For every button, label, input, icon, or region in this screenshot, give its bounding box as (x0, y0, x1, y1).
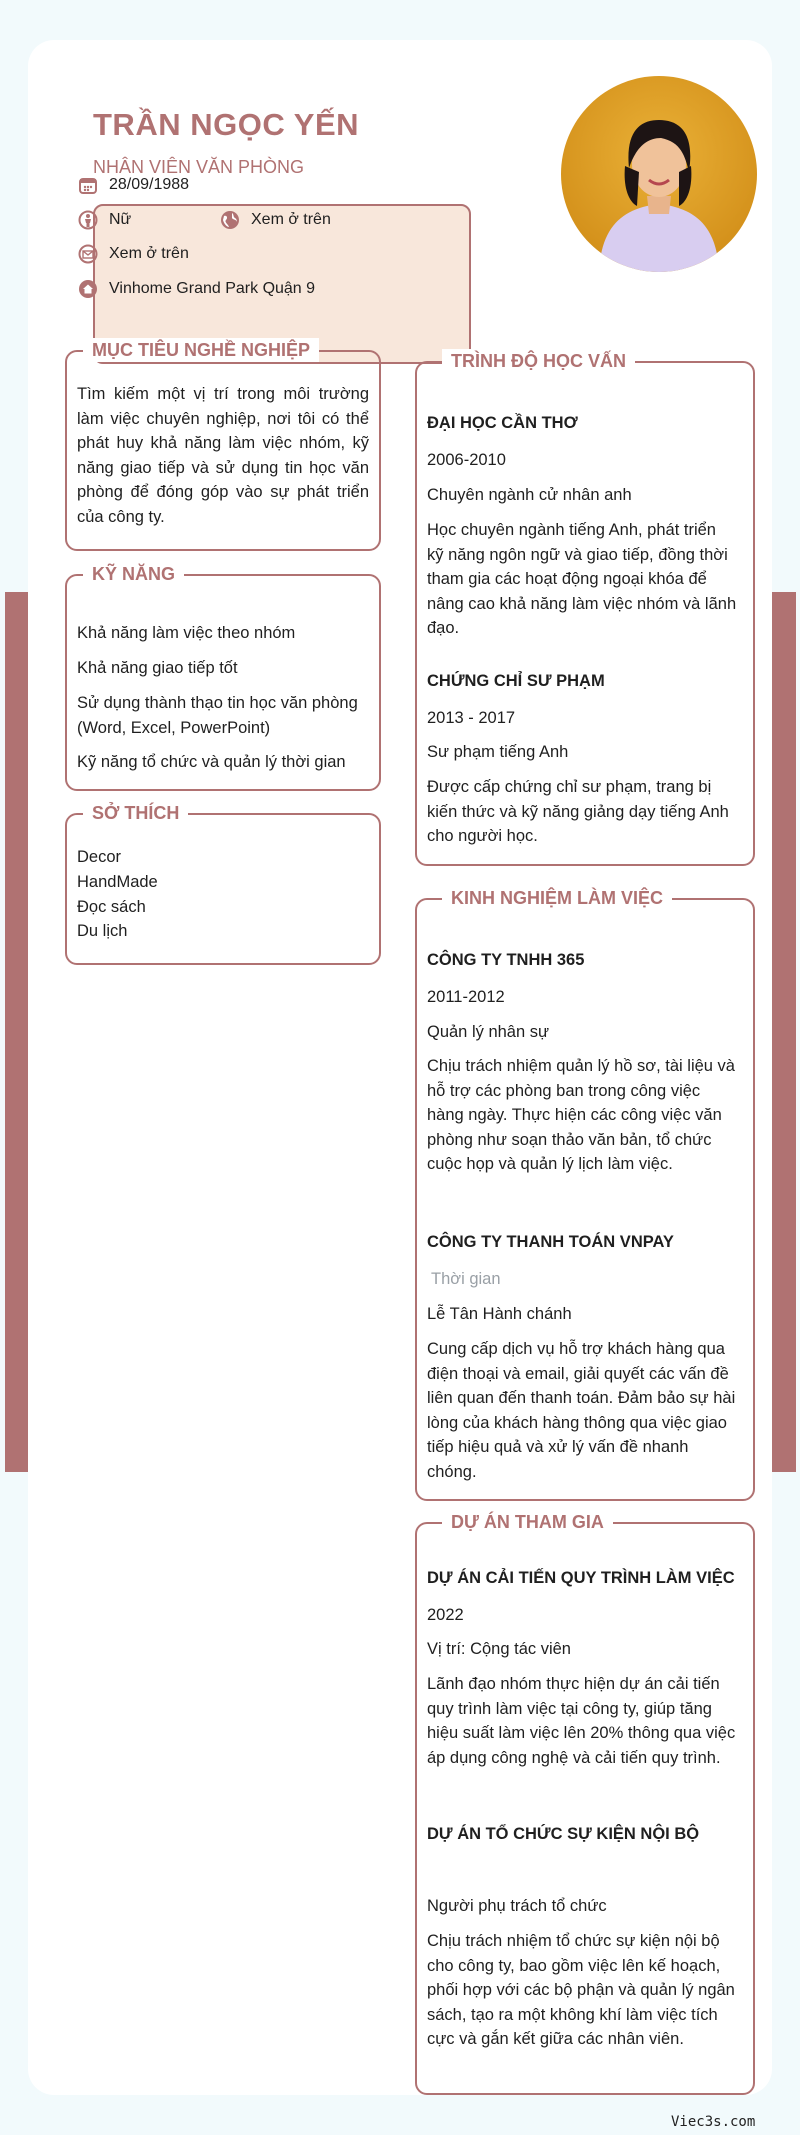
experience-entry-role: Quản lý nhân sự (427, 1023, 550, 1041)
project-entry-time: 2022 (427, 1606, 464, 1624)
contact-birthday (78, 175, 189, 195)
right-side-bar (772, 592, 796, 1472)
skill-item: Sử dụng thành thạo tin học văn phòng (Word, Excel, PowerPoint) (77, 694, 358, 737)
experience-entry-desc: Cung cấp dịch vụ hỗ trợ khách hàng qua điện thoại và email, giải quyết các vấn đề liên quan đến thanh toán. Đảm bảo sự hài lòng của khách hàng thông qua việc giao tiếp hiệu quả và xử lý vấn đề nhanh chóng. (427, 1340, 736, 1481)
education-title: TRÌNH ĐỘ HỌC VẤN (442, 349, 635, 373)
contact-address (78, 279, 315, 299)
project-entry-name: DỰ ÁN TỔ CHỨC SỰ KIỆN NỘI BỘ (427, 1825, 700, 1843)
skill-item: Khả năng làm việc theo nhóm (77, 624, 296, 642)
skills-title: KỸ NĂNG (83, 562, 184, 586)
objective-title: MỤC TIÊU NGHỀ NGHIỆP (83, 338, 319, 362)
avatar-photo (561, 76, 757, 272)
experience-entry-desc: Chịu trách nhiệm quản lý hồ sơ, tài liệu và hỗ trợ các phòng ban trong công việc hàng ngày. Thực hiện các công việc văn phòng như soạn thảo văn bản, tổ chức cuộc họp và quản lý lịch làm việc. (427, 1057, 735, 1173)
watermark: Viec3s.com (671, 2114, 756, 2130)
hobbies-title: SỞ THÍCH (83, 801, 188, 825)
education-entry-name: ĐẠI HỌC CẦN THƠ (427, 414, 578, 432)
education-entry-desc: Được cấp chứng chỉ sư phạm, trang bị kiến thức và kỹ năng giảng dạy tiếng Anh cho người học. (427, 778, 729, 845)
education-entry-role: Chuyên ngành cử nhân anh (427, 486, 632, 504)
experience-entry-role: Lễ Tân Hành chánh (427, 1305, 572, 1323)
hobby-item: Đọc sách (77, 898, 146, 916)
mail-icon (78, 244, 98, 264)
birthday-value: 28/09/1988 (109, 176, 190, 193)
education-entry-name: CHỨNG CHỈ SƯ PHẠM (427, 672, 605, 690)
objective-text: Tìm kiếm một vị trí trong môi trường làm việc chuyên nghiệp, nơi tôi có thể phát huy khả năng làm việc nhóm, kỹ năng giao tiếp và sử dụng tin học văn phòng để đóng góp vào sự phát triển của công ty. (77, 385, 369, 526)
left-side-bar (5, 592, 29, 1472)
skill-item: Khả năng giao tiếp tốt (77, 659, 238, 677)
gender-icon (78, 210, 98, 230)
address-value: Vinhome Grand Park Quận 9 (109, 280, 316, 297)
education-entry-desc: Học chuyên ngành tiếng Anh, phát triển kỹ năng ngôn ngữ và giao tiếp, đồng thời tham gia các hoạt động ngoại khóa để nâng cao khả năng làm việc nhóm và lãnh đạo. (427, 521, 737, 637)
education-entry-time: 2006-2010 (427, 451, 506, 469)
gender-value: Nữ (109, 211, 132, 228)
contact-gender (78, 210, 131, 230)
website-value: Xem ở trên (251, 211, 331, 228)
projects-title: DỰ ÁN THAM GIA (442, 1510, 613, 1534)
experience-entry-time: 2011-2012 (427, 988, 505, 1006)
project-entry-role: Vị trí: Cộng tác viên (427, 1640, 571, 1658)
skill-item: Kỹ năng tổ chức và quản lý thời gian (77, 753, 346, 771)
project-entry-desc: Lãnh đạo nhóm thực hiện dự án cải tiến quy trình làm việc tại công ty, giúp tăng hiệu suất làm việc lên 20% thông qua việc áp dụng công nghệ và cải tiến quy trình. (427, 1675, 736, 1767)
globe-icon (220, 210, 240, 230)
contact-email (78, 244, 189, 264)
experience-entry-name: CÔNG TY TNHH 365 (427, 951, 585, 969)
contact-website (220, 210, 331, 230)
experience-title: KINH NGHIỆM LÀM VIỆC (442, 886, 672, 910)
hobby-item: HandMade (77, 873, 158, 891)
hobby-item: Decor (77, 848, 122, 866)
project-entry-name: DỰ ÁN CẢI TIẾN QUY TRÌNH LÀM VIỆC (427, 1569, 735, 1587)
project-entry-desc: Chịu trách nhiệm tổ chức sự kiện nội bộ cho công ty, bao gồm việc lên kế hoạch, phối hợp với các bộ phận và quản lý ngân sách, tạo ra một không khí làm việc tích cực và gắn kết giữa các nhân viên. (427, 1932, 735, 2048)
education-entry-role: Sư phạm tiếng Anh (427, 743, 569, 761)
calendar-icon (78, 175, 98, 195)
hobby-item: Du lịch (77, 922, 128, 940)
experience-entry-time: Thời gian (431, 1270, 501, 1288)
avatar (561, 76, 757, 272)
home-icon (78, 279, 98, 299)
job-title: NHÂN VIÊN VĂN PHÒNG (93, 157, 305, 177)
experience-entry-name: CÔNG TY THANH TOÁN VNPAY (427, 1233, 674, 1251)
candidate-name: TRẦN NGỌC YẾN (93, 107, 360, 142)
education-entry-time: 2013 - 2017 (427, 709, 516, 727)
project-entry-role: Người phụ trách tổ chức (427, 1897, 607, 1915)
email-value: Xem ở trên (109, 245, 189, 262)
